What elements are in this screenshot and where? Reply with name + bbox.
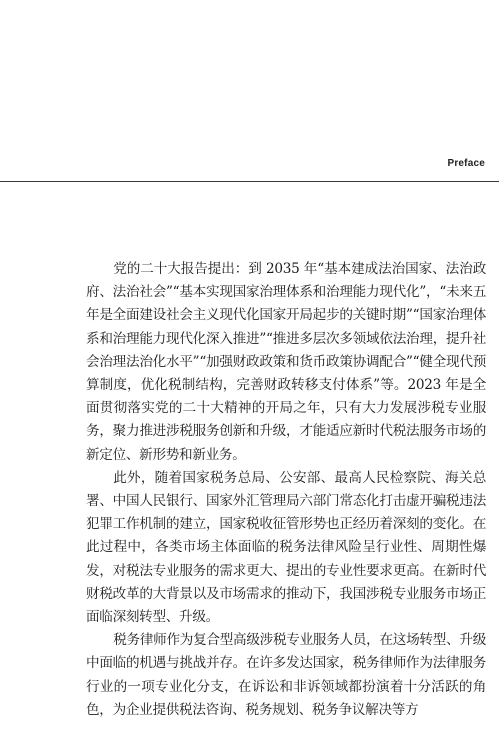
paragraph: 此外，随着国家税务总局、公安部、最高人民检察院、海关总署、中国人民银行、国家外汇管理局六部门常态化打击虚开骗税违法犯罪工作机制的建立，国家税收征管形势也正经历着深刻的变化。在此过程中，各类市场主体面临的税务法律风险呈行业性、周期性爆发，对税法专业服务的需求更大、提出的专业性要求更高。在新时代财税改革的大背景以及市场需求的推动下，我国涉税专业服务市场正面临深刻转型、升级。	[86, 469, 486, 626]
paragraph: 税务律师作为复合型高级涉税专业服务人员，在这场转型、升级中面临的机遇与挑战并存。在许多发达国家，税务律师作为法律服务行业的一项专业化分支，在诉讼和非诉领域都扮演着十分活跃的角色，为企业提供税法咨询、税务规划、税务争议解决等方	[86, 632, 486, 718]
header-rule	[0, 181, 499, 182]
running-head: Preface	[447, 158, 485, 169]
paragraph: 党的二十大报告提出：到 2035 年“基本建成法治国家、法治政府、法治社会”“基本实现国家治理体系和治理能力现代化”，“未来五年是全面建设社会主义现代化国家开局起步的关键时期”“国家治理体系和治理能力现代化深入推进”“推进多层次多领域依法治理，提升社会治理法治化水平”“加强财政政策和货币政策协调配合”“健全现代预算制度，优化税制结构，完善财政转移支付体系”等。2023 年是全面贯彻落实党的二十大精神的开局之年，只有大力发展涉税专业服务，聚力推进涉税服务创新和升级，才能适应新时代税法服务市场的新定位、新形势和新业务。	[86, 261, 486, 463]
body-text	[86, 258, 486, 722]
